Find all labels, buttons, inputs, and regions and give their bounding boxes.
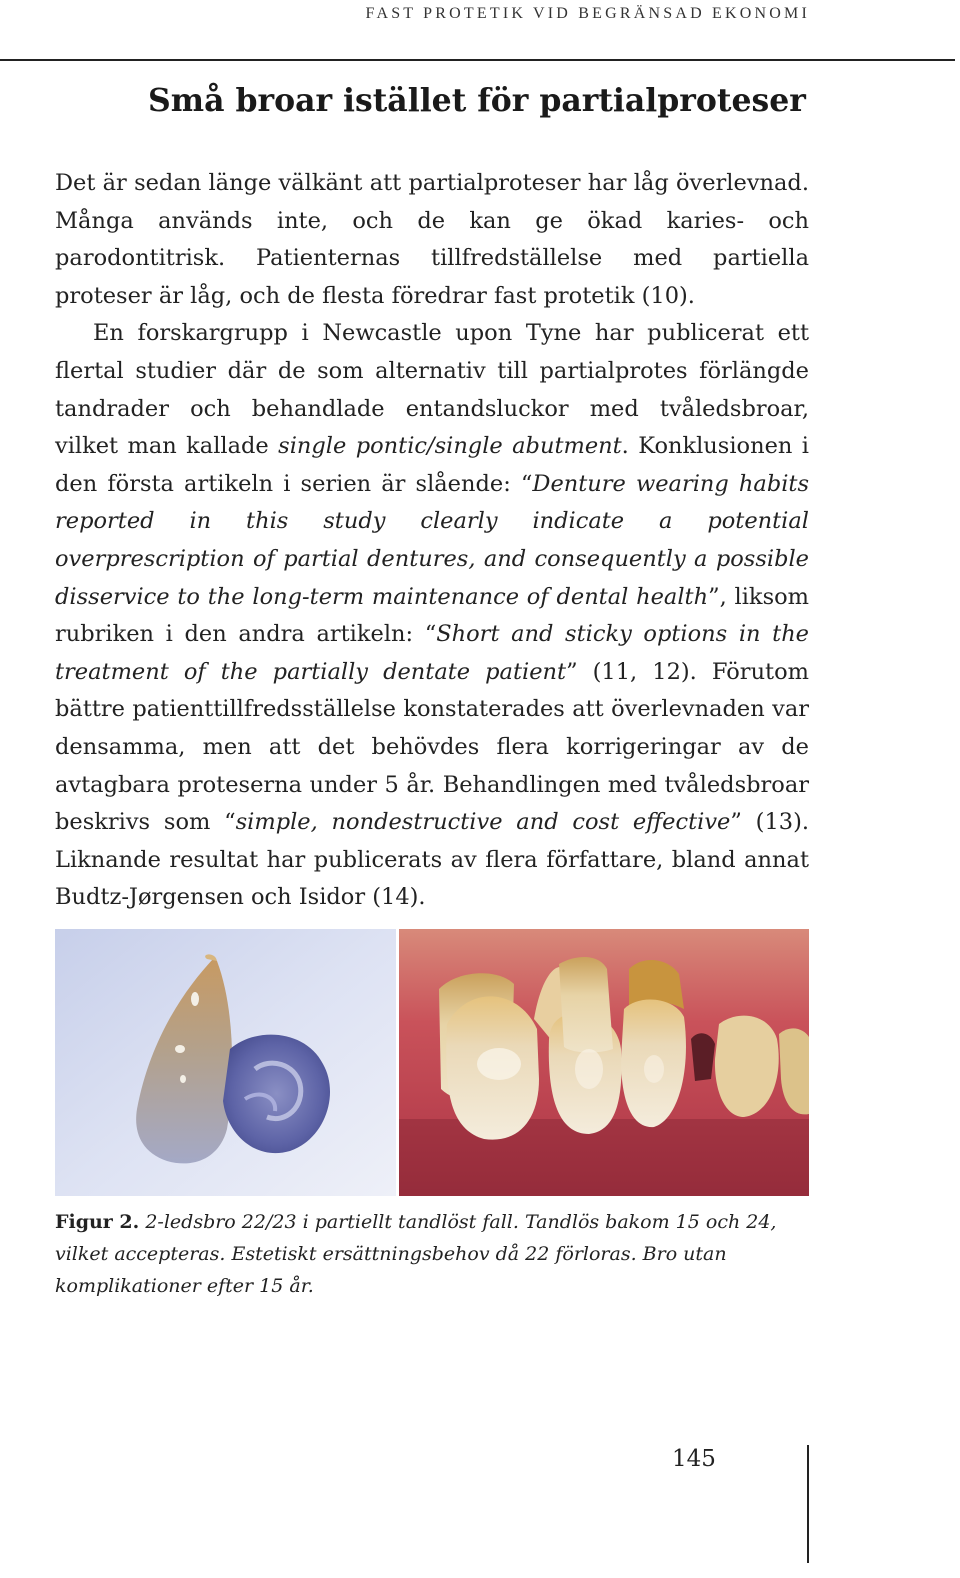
bridge-model-photo <box>55 929 396 1196</box>
page-title: Små broar istället för partialproteser <box>148 82 806 119</box>
paragraph-2-text-4: ” (11, 12). Förutom bättre patienttillfredsställelse konstaterades att överlevnaden var densamma, men att det behövdes flera korrigeringar av de avtagbara proteserna under 5 år. Behandlingen med tvåledsbroar beskrivs som “ <box>55 658 809 836</box>
paragraph-2-italic-4: simple, nondestructive and cost effective <box>235 809 731 836</box>
header-rule <box>0 59 955 61</box>
paragraph-2-text-2: . Konklusionen i den första artikeln i serien är slående: “ <box>55 433 809 497</box>
paragraph-2 <box>55 315 809 917</box>
figure-caption-text: 2-ledsbro 22/23 i partiellt tandlöst fall. Tandlös bakom 15 och 24, vilket accepteras. Estetiskt ersättningsbehov då 22 förloras. Bro utan komplikationer efter 15 år. <box>55 1211 777 1297</box>
figure-label: Figur 2. <box>55 1211 140 1233</box>
article-body <box>55 165 809 917</box>
paragraph-2-italic-1: single pontic/single abutment <box>278 433 622 460</box>
paragraph-1: Det är sedan länge välkänt att partialproteser har låg överlevnad. Många används inte, och de kan ge ökad karies- och parodontitrisk. Patienternas tillfredställelse med partiella proteser är låg, och de flesta föredrar fast protetik (10). <box>55 170 809 309</box>
figure-2 <box>55 929 809 1196</box>
page-number-rule <box>807 1445 809 1563</box>
paragraph-2-italic-2: Denture wearing habits reported in this study clearly indicate a potential overprescription of partial dentures, and consequently a possible disservice to the long-term maintenance of dental health <box>55 470 810 610</box>
page-number: 145 <box>672 1446 716 1472</box>
intraoral-photo <box>399 929 809 1196</box>
paragraph-2-text-5: ” (13). Liknande resultat har publicerats av flera författare, bland annat Budtz-Jørgensen och Isidor (14). <box>55 809 810 911</box>
paragraph-2-text-1: En forskargrupp i Newcastle upon Tyne har publicerat ett flertal studier där de som alternativ till partialprotes förlängde tandrader och behandlade entandsluckor med tvåledsbroar, vilket man kallade <box>55 320 809 460</box>
paragraph-2-text-3: ”, liksom rubriken i den andra artikeln: “ <box>55 583 809 648</box>
paragraph-2-italic-3: Short and sticky options in the treatment of the partially dentate patient <box>55 621 809 685</box>
figure-caption <box>55 1206 795 1302</box>
running-head: FAST PROTETIK VID BEGRÄNSAD EKONOMI <box>365 5 810 22</box>
